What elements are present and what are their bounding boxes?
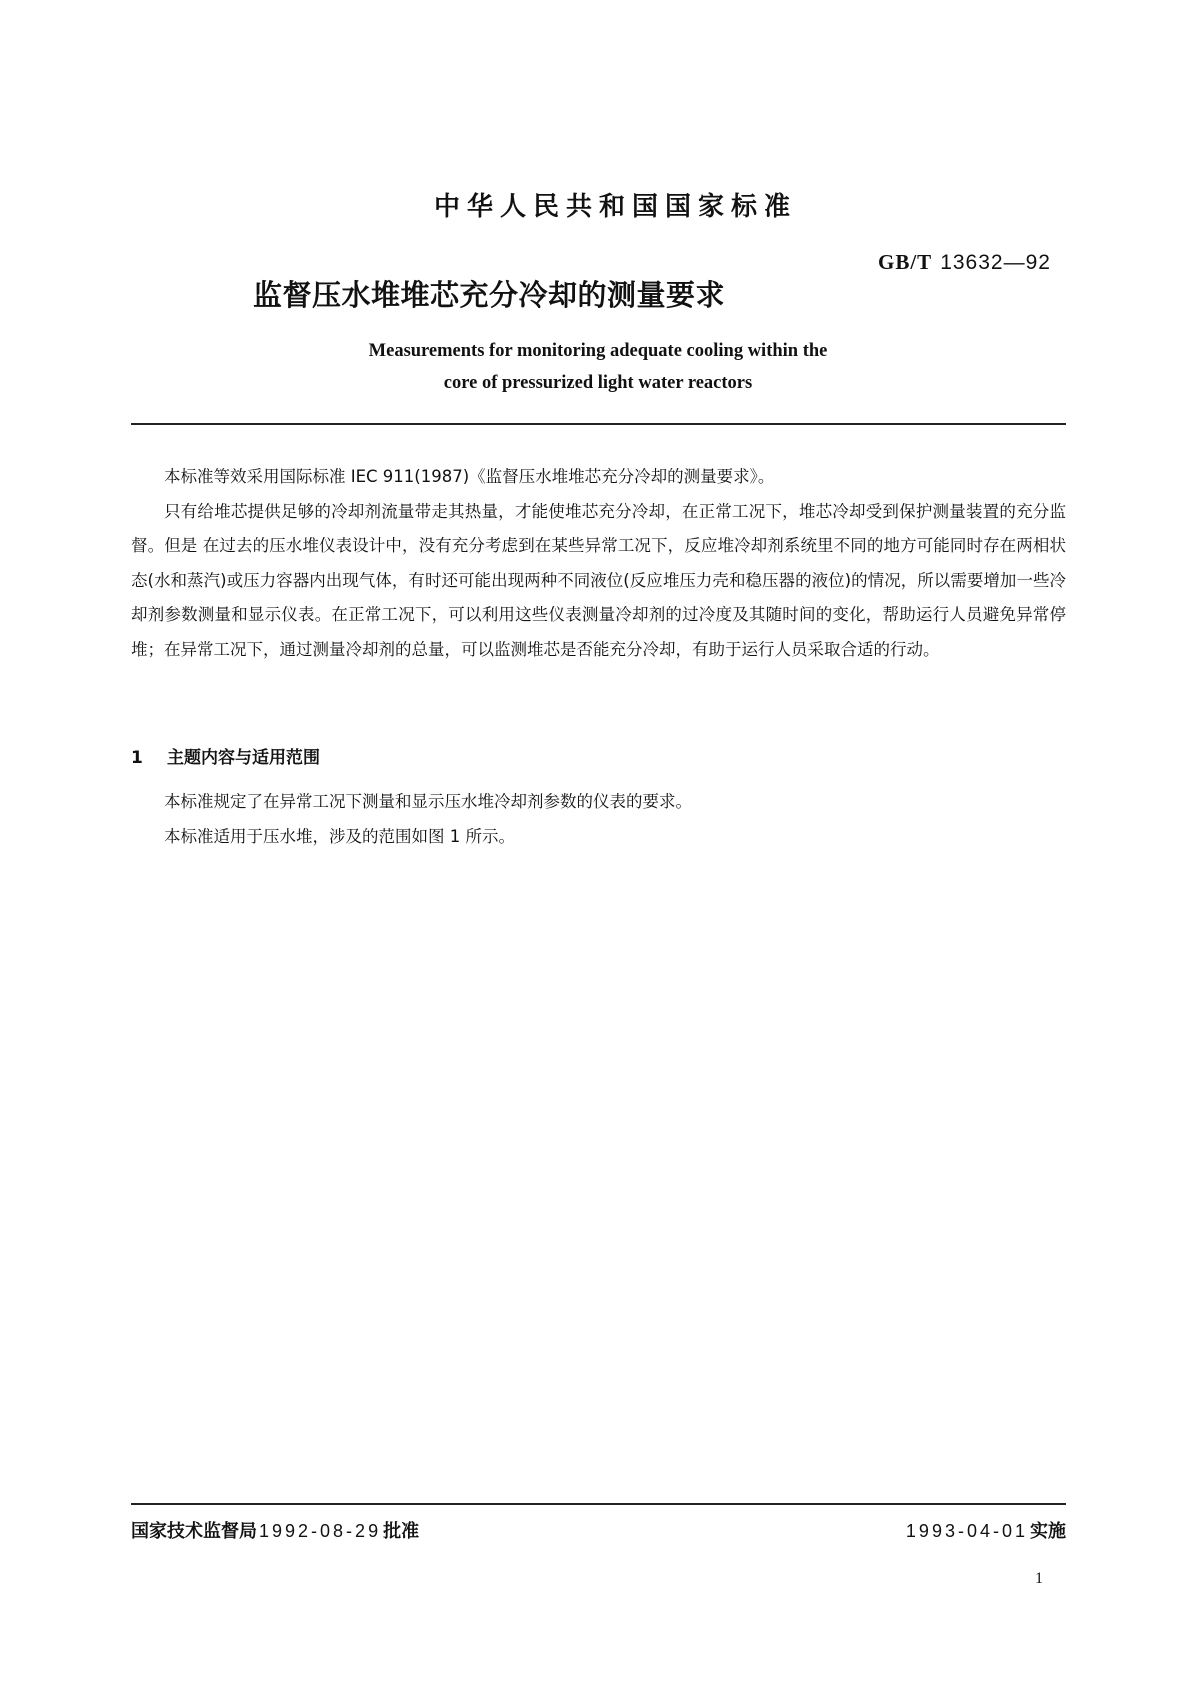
standard-code: 13632—92 <box>940 251 1051 274</box>
national-standard-heading: 中华人民共和国国家标准 <box>433 192 797 222</box>
section-1-paragraph-2: 本标准适用于压水堆，涉及的范围如图 1 所示。 <box>164 826 515 846</box>
page-number: 1 <box>1035 1570 1043 1587</box>
section-title: 主题内容与适用范围 <box>167 748 320 768</box>
implementation-date: 1993-04-01 <box>905 1521 1028 1541</box>
section-1-paragraph-1: 本标准规定了在异常工况下测量和显示压水堆冷却剂参数的仪表的要求。 <box>164 792 692 811</box>
standard-prefix: GB/T <box>878 250 933 274</box>
foreword <box>131 460 1066 667</box>
implementation-line <box>904 1517 1066 1543</box>
section-1-heading <box>131 743 320 768</box>
section-1-body <box>131 785 1066 854</box>
footer-divider <box>131 1503 1066 1505</box>
foreword-paragraph-1: 本标准等效采用国际标准 IEC 911(1987)《监督压水堆堆芯充分冷却的测量要求》。 <box>164 467 775 486</box>
approval-line <box>131 1517 419 1543</box>
standard-number <box>878 250 1051 275</box>
approval-date: 1992-08-29 <box>259 1521 382 1541</box>
title-en-line-2: core of pressurized light water reactors <box>443 373 753 393</box>
title-en-line-1: Measurements for monitoring adequate cooling within the <box>368 341 828 361</box>
implementation-suffix: 实施 <box>1030 1521 1066 1542</box>
section-number: 1 <box>131 748 143 768</box>
approval-suffix: 批准 <box>383 1521 420 1542</box>
header-divider <box>131 423 1066 425</box>
document-title-cn: 监督压水堆堆芯充分冷却的测量要求 <box>253 278 726 312</box>
issuer: 国家技术监督局 <box>131 1521 257 1542</box>
document-title-en <box>0 335 1191 399</box>
foreword-paragraph-2: 只有给堆芯提供足够的冷却剂流量带走其热量，才能使堆芯充分冷却，在正常工况下，堆芯冷却受到保护测量装置的充分监督。但是 在过去的压水堆仪表设计中，没有充分考虑到在某些异常工况下，反应堆冷却剂系统里不同的地方可能同时存在两相状态(水和蒸汽)或压力容器内出现气体，有时还可能出现两种不同液位(反应堆压力壳和稳压器的液位)的情况，所以需要增加一些冷却剂参数测量和显示仪表。在正常工况下，可以利用这些仪表测量冷却剂的过冷度及其随时间的变化，帮助运行人员避免异常停堆；在异常工况下，通过测量冷却剂的总量，可以监测堆芯是否能充分冷却，有助于运行人员采取合适的行动。 <box>131 501 1066 659</box>
